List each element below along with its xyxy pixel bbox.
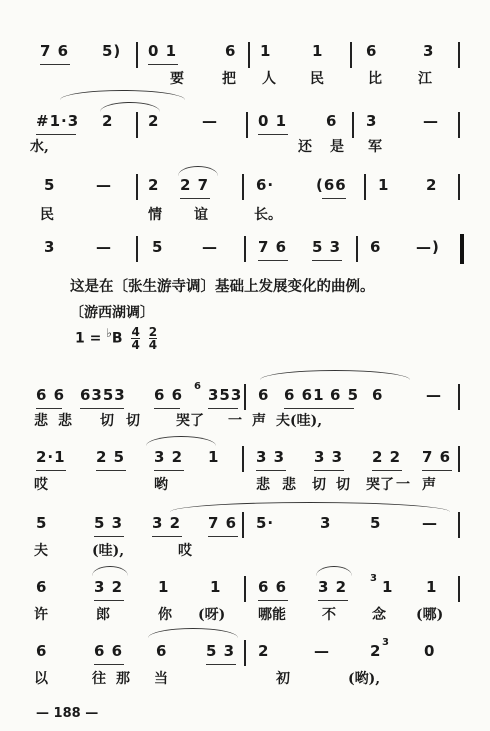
lyric: (哟), xyxy=(348,671,381,687)
notes-row xyxy=(30,40,470,66)
bar-line xyxy=(136,112,138,138)
beam-line xyxy=(94,600,124,601)
lyrics-row xyxy=(30,208,470,232)
beam-line xyxy=(208,408,238,409)
note: 0 1 xyxy=(148,42,178,60)
note: 2 xyxy=(102,112,114,130)
lyric: 民 xyxy=(40,207,54,223)
note: 1 xyxy=(260,42,272,60)
beam-line xyxy=(206,664,236,665)
beam-line xyxy=(322,198,346,199)
lyrics-row xyxy=(30,672,470,696)
note: (66 xyxy=(316,176,347,194)
notes-row xyxy=(30,382,470,408)
beam-line xyxy=(148,64,178,65)
beam-line xyxy=(208,536,238,537)
lyric: 哎 xyxy=(34,477,48,493)
note: — xyxy=(202,238,218,256)
meter-numerator: 2 xyxy=(148,325,158,340)
note: 5 xyxy=(370,514,382,532)
lyric: 军 xyxy=(368,139,382,155)
notes-row xyxy=(30,444,470,470)
note: 5) xyxy=(102,42,122,60)
beam-line xyxy=(312,260,342,261)
lyric: 切 xyxy=(312,477,326,493)
lyric: 江 xyxy=(418,71,432,87)
note: 6· xyxy=(256,176,275,194)
note: 1 xyxy=(158,578,170,596)
note: — xyxy=(202,112,218,130)
note: 6 xyxy=(36,578,48,596)
lyric: 悲 xyxy=(256,477,270,493)
note: 3 xyxy=(382,637,390,648)
beam-line xyxy=(258,260,288,261)
lyric: 悲 xyxy=(282,477,296,493)
notes-row xyxy=(30,574,470,600)
bar-line xyxy=(458,446,460,472)
bar-line xyxy=(242,174,244,200)
note: —) xyxy=(416,238,440,256)
note: — xyxy=(96,238,112,256)
note: 2 2 xyxy=(372,448,402,466)
page-number: — 188 — xyxy=(36,706,99,721)
note: 1 xyxy=(378,176,390,194)
note: 5 xyxy=(44,176,56,194)
note: 0 1 xyxy=(258,112,288,130)
beam-line xyxy=(154,470,184,471)
note: 3 3 xyxy=(256,448,286,466)
lyric: 悲 xyxy=(34,413,48,429)
beam-line xyxy=(154,408,180,409)
note: 7 6 xyxy=(258,238,288,256)
note: 5 3 xyxy=(94,514,124,532)
lyric: 一 xyxy=(396,477,410,493)
meter-2-4 xyxy=(149,326,157,351)
lyric: 初 xyxy=(276,671,290,687)
lyric: 哟 xyxy=(154,477,168,493)
lyric: 你 xyxy=(158,607,172,623)
beam-line xyxy=(284,408,354,409)
note: 6 5 xyxy=(330,386,360,404)
bar-line xyxy=(458,42,460,68)
lyric: 声 xyxy=(422,477,436,493)
note: 6 xyxy=(370,238,382,256)
note: 1 xyxy=(312,42,324,60)
note: 5 3 xyxy=(206,642,236,660)
lyric: 是 xyxy=(330,139,344,155)
lyric: 切 xyxy=(336,477,350,493)
beam-line xyxy=(96,470,126,471)
lyric: 哎 xyxy=(178,543,192,559)
beam-line xyxy=(152,536,182,537)
lyrics-row xyxy=(30,140,470,164)
note: 3 xyxy=(320,514,332,532)
note: 6 61 xyxy=(284,386,325,404)
lyric: 人 xyxy=(262,71,276,87)
note: 353 xyxy=(208,386,243,404)
note: 2 xyxy=(370,642,382,660)
bar-line xyxy=(244,576,246,602)
note: — xyxy=(426,386,442,404)
slur xyxy=(260,370,410,380)
lyric: 念 xyxy=(372,607,386,623)
bar-line xyxy=(458,174,460,200)
notes-row xyxy=(30,638,470,664)
lyrics-row xyxy=(30,544,470,568)
meter-4-4 xyxy=(131,326,139,351)
lyric: 情 xyxy=(148,207,162,223)
lyric: 切 xyxy=(126,413,140,429)
commentary-text: 这是在〔张生游寺调〕基础上发展变化的曲例。 xyxy=(70,278,375,295)
lyric: 许 xyxy=(34,607,48,623)
lyric: 把 xyxy=(222,71,236,87)
beam-line xyxy=(94,664,124,665)
bar-line xyxy=(244,384,246,410)
note: 2 xyxy=(148,112,160,130)
lyric: 切 xyxy=(100,413,114,429)
lyric: 悲 xyxy=(58,413,72,429)
bar-line xyxy=(350,42,352,68)
lyric: 以 xyxy=(34,671,48,687)
bar-line xyxy=(136,236,138,262)
note: 6 xyxy=(36,642,48,660)
note: 3 2 xyxy=(318,578,348,596)
key-signature xyxy=(75,326,157,351)
bar-line xyxy=(248,42,250,68)
note: — xyxy=(422,514,438,532)
note: 7 6 xyxy=(40,42,70,60)
note: 3 xyxy=(423,42,435,60)
note: #1·3 xyxy=(36,112,80,130)
lyrics-row xyxy=(30,478,470,502)
note: 5 3 xyxy=(312,238,342,256)
lyric: 要 xyxy=(170,71,184,87)
key-prefix: 1 = xyxy=(75,330,102,347)
beam-line xyxy=(422,470,452,471)
note: 2 xyxy=(148,176,160,194)
beam-line xyxy=(258,600,288,601)
slur xyxy=(100,102,160,112)
notes-row xyxy=(30,234,470,260)
lyric: 夫(哇), xyxy=(276,413,323,429)
lyric: 声 xyxy=(252,413,266,429)
note: 3 xyxy=(370,573,378,584)
beam-line xyxy=(36,134,76,135)
beam-line xyxy=(36,408,62,409)
beam-line xyxy=(36,470,66,471)
note: 3 xyxy=(44,238,56,256)
note: 1 xyxy=(210,578,222,596)
note: 6 6 xyxy=(154,386,184,404)
notes-row xyxy=(30,510,470,536)
bar-line xyxy=(458,112,460,138)
lyric: 那 xyxy=(116,671,130,687)
bar-line xyxy=(458,576,460,602)
note: 2·1 xyxy=(36,448,66,466)
bar-line xyxy=(242,446,244,472)
note: 6 xyxy=(156,642,168,660)
beam-line xyxy=(94,536,124,537)
note: 2 5 xyxy=(96,448,126,466)
meter-denominator: 4 xyxy=(148,338,158,353)
lyric: 比 xyxy=(368,71,382,87)
bar-line xyxy=(136,42,138,68)
bar-line xyxy=(136,174,138,200)
bar-line xyxy=(352,112,354,138)
lyric: (哪) xyxy=(416,607,444,623)
bar-line xyxy=(356,236,358,262)
bar-line xyxy=(458,512,460,538)
note: — xyxy=(96,176,112,194)
note: 6 xyxy=(326,112,338,130)
bar-line xyxy=(364,174,366,200)
beam-line xyxy=(180,198,210,199)
lyric: 长。 xyxy=(254,207,282,223)
note: 6 xyxy=(225,42,237,60)
note: 6 xyxy=(194,381,202,392)
note: 5 xyxy=(36,514,48,532)
note: 2 xyxy=(426,176,438,194)
note: 1 xyxy=(382,578,394,596)
note: 6 6 xyxy=(94,642,124,660)
note: 6 xyxy=(366,42,378,60)
lyric: 一 xyxy=(228,413,242,429)
bar-line xyxy=(458,384,460,410)
lyric: 水, xyxy=(30,139,49,155)
note: — xyxy=(423,112,439,130)
lyric: 不 xyxy=(322,607,336,623)
lyric: (呀) xyxy=(198,607,226,623)
note: 6353 xyxy=(80,386,126,404)
note: 2 xyxy=(258,642,270,660)
bar-line xyxy=(246,112,248,138)
beam-line xyxy=(318,600,348,601)
meter-numerator: 4 xyxy=(131,325,140,340)
lyric: 哭了 xyxy=(176,413,204,429)
note: 6 xyxy=(372,386,384,404)
bar-line xyxy=(242,512,244,538)
slur xyxy=(170,502,450,512)
beam-line xyxy=(40,64,70,65)
key-note: B xyxy=(111,330,123,347)
lyric: 谊 xyxy=(194,207,208,223)
bar-line xyxy=(244,640,246,666)
bar-line xyxy=(244,236,246,262)
lyrics-row xyxy=(30,414,470,438)
note: 6 6 xyxy=(258,578,288,596)
note: 0 xyxy=(424,642,436,660)
beam-line xyxy=(256,470,286,471)
lyric: 还 xyxy=(298,139,312,155)
note: 3 3 xyxy=(314,448,344,466)
final-bar-line xyxy=(460,234,464,264)
note: 3 2 xyxy=(154,448,184,466)
flat-sign: ♭ xyxy=(106,326,112,340)
beam-line xyxy=(80,408,124,409)
note: 6 xyxy=(258,386,270,404)
tune-title: 〔游西湖调〕 xyxy=(70,305,154,321)
note: 3 2 xyxy=(152,514,182,532)
lyric: 夫 xyxy=(34,543,48,559)
lyric: (哇), xyxy=(92,543,125,559)
note: 3 2 xyxy=(94,578,124,596)
lyric: 哪能 xyxy=(258,607,286,623)
note: 1 xyxy=(208,448,220,466)
notes-row xyxy=(30,110,470,136)
lyric: 郎 xyxy=(96,607,110,623)
note: 7 6 xyxy=(422,448,452,466)
notes-row xyxy=(30,172,470,198)
note: 2 7 xyxy=(180,176,210,194)
note: 7 6 xyxy=(208,514,238,532)
note: 5· xyxy=(256,514,275,532)
beam-line xyxy=(372,470,402,471)
beam-line xyxy=(314,470,344,471)
lyrics-row xyxy=(30,608,470,632)
meter-denominator: 4 xyxy=(131,338,140,353)
note: 6 6 xyxy=(36,386,66,404)
note: — xyxy=(314,642,330,660)
lyric: 往 xyxy=(92,671,106,687)
lyric: 当 xyxy=(154,671,168,687)
slur xyxy=(178,166,218,176)
note: 3 xyxy=(366,112,378,130)
beam-line xyxy=(258,134,288,135)
note: 5 xyxy=(152,238,164,256)
lyric: 哭了 xyxy=(366,477,394,493)
note: 1 xyxy=(426,578,438,596)
lyric: 民 xyxy=(310,71,324,87)
